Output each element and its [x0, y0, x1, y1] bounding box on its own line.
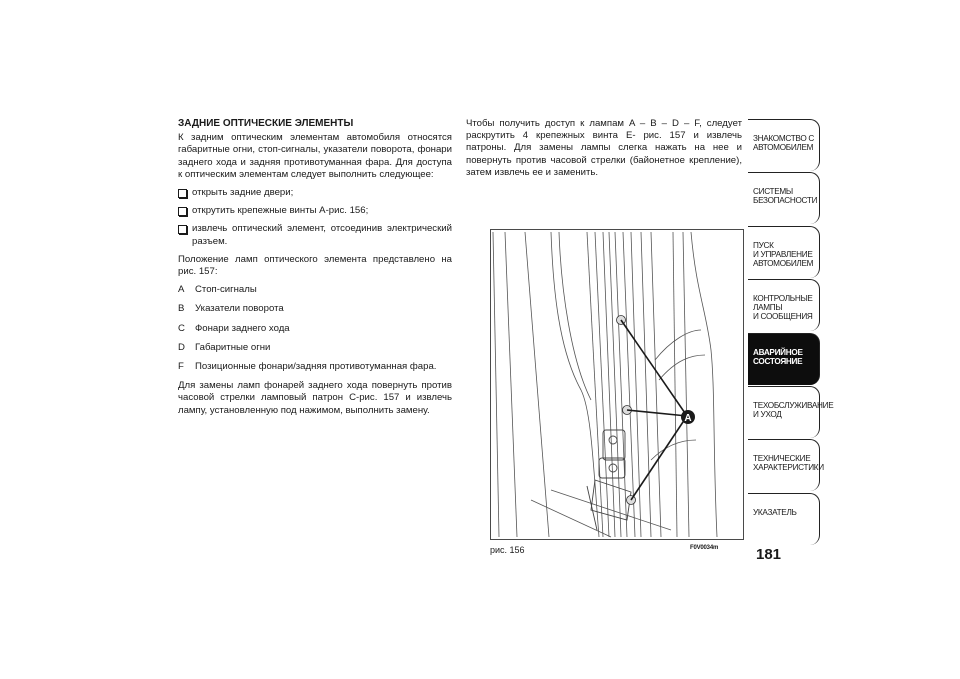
- tab-driving[interactable]: [748, 226, 820, 278]
- tab-safety[interactable]: [748, 172, 820, 224]
- legend-item: [178, 303, 452, 315]
- figure-code: F0V0034m: [690, 545, 719, 551]
- tab-introduction[interactable]: [748, 119, 820, 171]
- tab-label: УКАЗАТЕЛЬ: [753, 507, 797, 517]
- legend-key: F: [178, 361, 184, 373]
- tab-label: КОНТРОЛЬНЫЕ ЛАМПЫ И СООБЩЕНИЯ: [753, 294, 813, 322]
- tab-specifications[interactable]: [748, 439, 824, 491]
- checkbox-bullet-icon: [178, 225, 187, 234]
- tab-label: ТЕХНИЧЕСКИЕ ХАРАКТЕРИСТИКИ: [753, 454, 824, 473]
- rear-door-illustration: [491, 230, 743, 539]
- page-number: 181: [756, 546, 782, 563]
- step-text: извлечь оптический элемент, отсоединив электрический разъем.: [192, 223, 452, 247]
- step-item: [178, 187, 452, 199]
- tab-label: ТЕХОБСЛУЖИВАНИЕ И УХОД: [753, 400, 834, 419]
- step-item: [178, 223, 452, 247]
- replace-paragraph: Для замены ламп фонарей заднего хода повернуть против часовой стрелки ламповый патрон C-рис. 157 и извлечь лампу, установленную под нажимом, выполнить замену.: [178, 380, 452, 416]
- legend-key: A: [178, 284, 185, 296]
- figure-caption: рис. 156: [490, 545, 525, 555]
- tab-label: ПУСК И УПРАВЛЕНИЕ АВТОМОБИЛЕМ: [753, 240, 814, 268]
- legend-item: [178, 342, 452, 354]
- legend-item: [178, 361, 452, 373]
- step-text: открыть задние двери;: [192, 187, 294, 199]
- tab-warning-lights[interactable]: [748, 279, 820, 331]
- access-paragraph: Чтобы получить доступ к лампам A – B – D – F, следует раскрутить 4 крепежных винта E- рис. 157 и извлечь патроны. Для замены лампы слегка нажать на нее и повернуть против часовой стрелки (байонетное крепление), затем извлечь ее и заменить.: [466, 118, 742, 178]
- legend-item: [178, 284, 452, 296]
- legend-text: Фонари заднего хода: [195, 322, 290, 334]
- step-text: открутить крепежные винты A-рис. 156;: [192, 205, 369, 217]
- right-column: [466, 118, 742, 185]
- step-item: [178, 205, 452, 217]
- legend-text: Стоп-сигналы: [195, 284, 257, 296]
- positions-paragraph: Положение ламп оптического элемента представлено на рис. 157:: [178, 253, 452, 278]
- tab-emergency[interactable]: [748, 333, 820, 385]
- legend-key: D: [178, 341, 185, 353]
- chapter-tabs: [748, 119, 834, 546]
- tab-label: АВАРИЙНОЕ СОСТОЯНИЕ: [753, 347, 803, 366]
- tab-maintenance[interactable]: [748, 386, 834, 438]
- checkbox-bullet-icon: [178, 207, 187, 216]
- legend-text: Указатели поворота: [195, 303, 284, 315]
- legend-text: Позиционные фонари/задняя противотуманная фара.: [195, 361, 437, 373]
- tab-label: СИСТЕМЫ БЕЗОПАСНОСТИ: [753, 187, 818, 206]
- left-column: [178, 118, 452, 423]
- legend-key: C: [178, 322, 185, 334]
- tab-label: ЗНАКОМСТВО С АВТОМОБИЛЕМ: [753, 134, 814, 152]
- checkbox-bullet-icon: [178, 189, 187, 198]
- section-title: ЗАДНИЕ ОПТИЧЕСКИЕ ЭЛЕМЕНТЫ: [178, 118, 354, 129]
- figure-156: [490, 229, 744, 540]
- intro-paragraph: К задним оптическим элементам автомобиля относятся габаритные огни, стоп-сигналы, указатели поворота, фонари заднего хода и задняя противотуманная фара. Для доступа к оптическим элементам следует выполнить следующее:: [178, 132, 452, 180]
- legend-key: B: [178, 303, 185, 315]
- callout-label: A: [684, 413, 692, 424]
- legend-item: [178, 323, 452, 335]
- tab-index[interactable]: [748, 493, 820, 545]
- legend-text: Габаритные огни: [195, 341, 271, 353]
